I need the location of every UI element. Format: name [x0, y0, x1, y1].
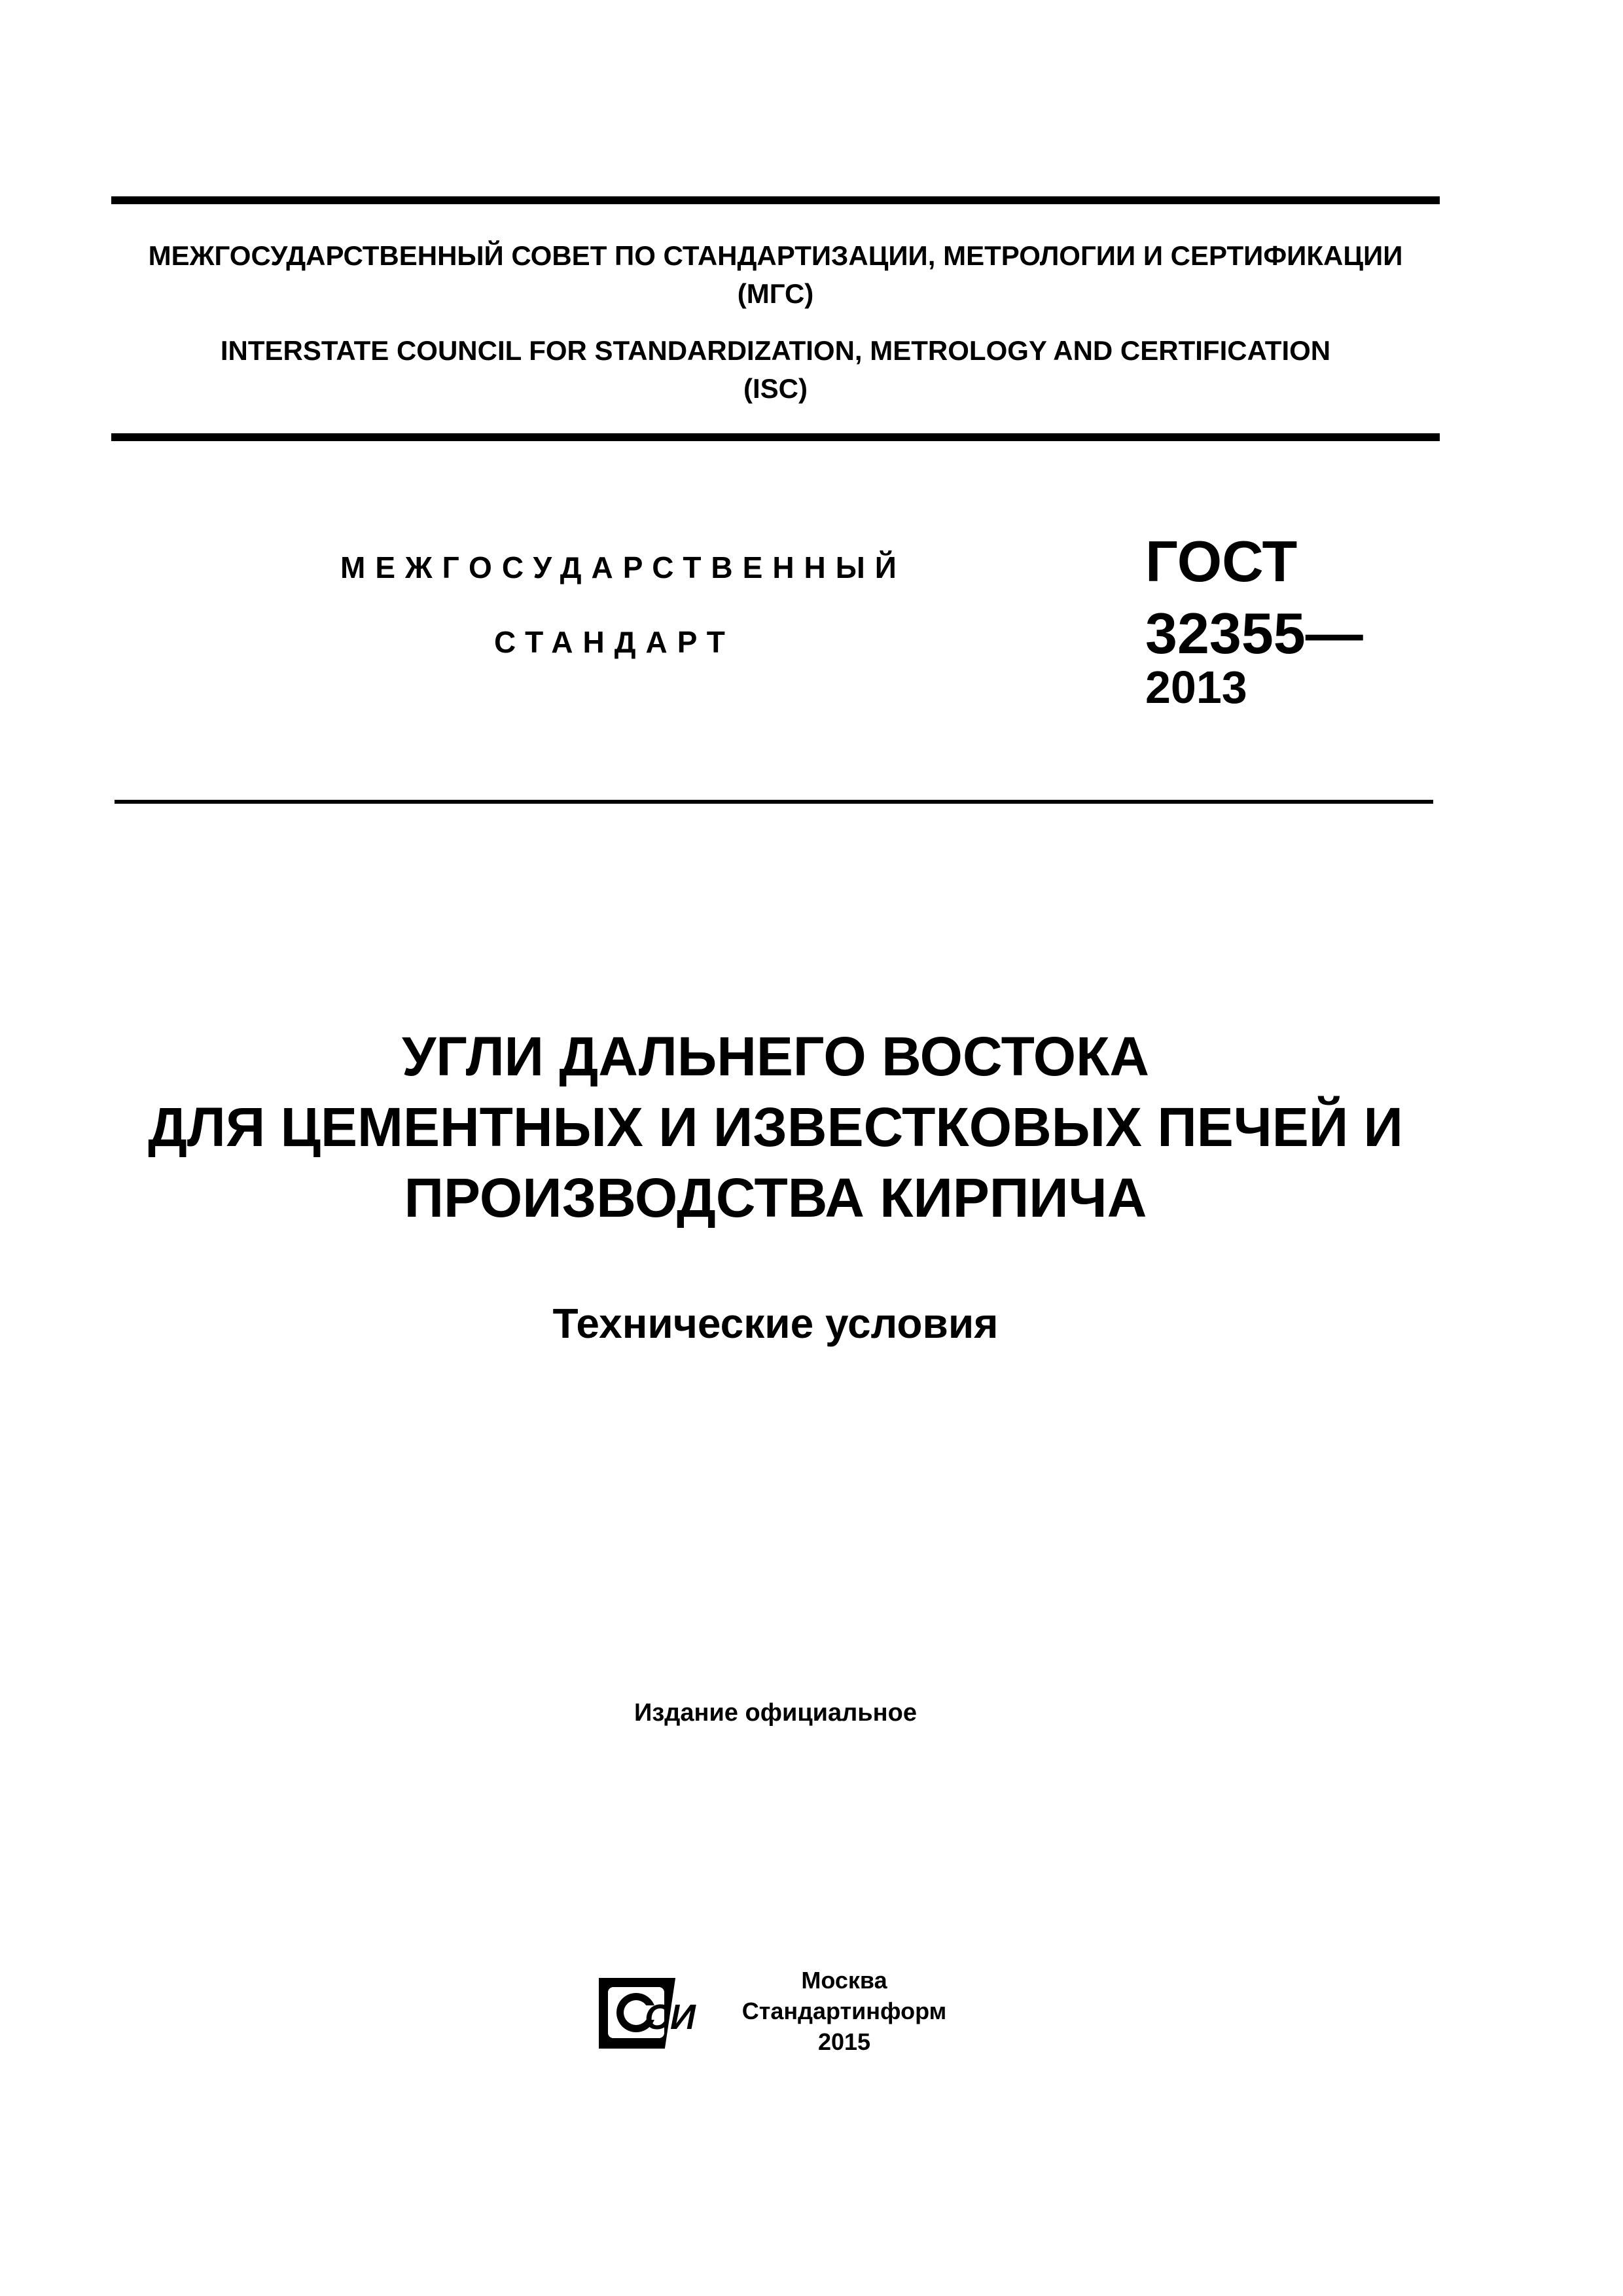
council-name-en	[111, 332, 1440, 408]
publisher-name: Стандартинформ	[741, 1998, 947, 2024]
council-name-ru-line1: МЕЖГОСУДАРСТВЕННЫЙ СОВЕТ ПО СТАНДАРТИЗАЦИИ, МЕТРОЛОГИИ И СЕРТИФИКАЦИИ	[148, 240, 1403, 271]
document-subtitle: Технические условия	[552, 1300, 999, 1347]
publisher-year: 2015	[817, 2028, 871, 2055]
standard-divider	[115, 800, 1433, 804]
council-name-ru	[111, 237, 1440, 313]
standard-kind-line1: МЕЖГОСУДАРСТВЕННЫЙ	[340, 550, 906, 584]
standartinform-logo-icon	[599, 1974, 704, 2053]
document-title	[111, 1021, 1440, 1233]
publisher-block	[713, 1965, 975, 2057]
logo-lettering: СИ	[645, 1998, 696, 2037]
gost-number: 32355—	[1145, 601, 1363, 666]
top-rule	[111, 196, 1440, 204]
document-title-line1: УГЛИ ДАЛЬНЕГО ВОСТОКА	[401, 1026, 1150, 1087]
header-bottom-rule	[111, 433, 1440, 441]
gost-label: ГОСТ	[1145, 529, 1298, 594]
edition-note: Издание официальное	[634, 1699, 917, 1727]
document-title-line2: ДЛЯ ЦЕМЕНТНЫХ И ИЗВЕСТКОВЫХ ПЕЧЕЙ И	[148, 1096, 1403, 1158]
document-title-line3: ПРОИЗВОДСТВА КИРПИЧА	[404, 1167, 1147, 1229]
council-abbr-ru: (МГС)	[737, 278, 814, 309]
council-name-en-line1: INTERSTATE COUNCIL FOR STANDARDIZATION, METROLOGY AND CERTIFICATION	[220, 335, 1331, 366]
gost-year: 2013	[1145, 662, 1247, 713]
publisher-city: Москва	[801, 1967, 887, 1994]
council-abbr-en: (ISC)	[743, 373, 808, 404]
standard-kind-line2: СТАНДАРТ	[494, 625, 735, 659]
